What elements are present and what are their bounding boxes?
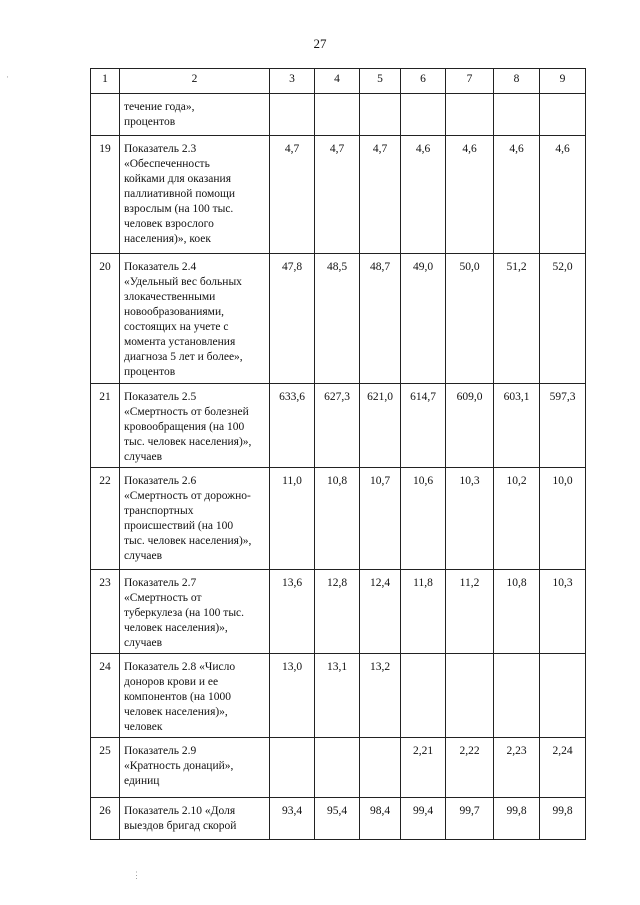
indicator-value: 12,4 [360, 570, 401, 654]
indicator-value: 99,7 [446, 798, 494, 840]
column-header: 1 [91, 69, 120, 94]
table-row [91, 384, 586, 468]
indicator-value: 10,0 [540, 468, 586, 570]
column-header: 6 [401, 69, 446, 94]
indicator-value [270, 738, 315, 798]
indicator-value: 4,7 [270, 136, 315, 254]
indicator-value: 4,7 [315, 136, 360, 254]
indicator-value: 621,0 [360, 384, 401, 468]
indicator-value: 10,6 [401, 468, 446, 570]
table-row [91, 798, 586, 840]
indicator-value: 2,24 [540, 738, 586, 798]
column-header: 3 [270, 69, 315, 94]
indicator-value: 627,3 [315, 384, 360, 468]
indicator-value: 2,22 [446, 738, 494, 798]
indicator-value: 13,6 [270, 570, 315, 654]
indicator-value [360, 738, 401, 798]
row-number [91, 94, 120, 136]
indicator-value: 2,23 [494, 738, 540, 798]
table-row [91, 654, 586, 738]
indicator-value: 98,4 [360, 798, 401, 840]
row-number: 26 [91, 798, 120, 840]
indicator-value: 52,0 [540, 254, 586, 384]
scan-mark: · [6, 72, 9, 82]
table-row [91, 254, 586, 384]
indicator-value [494, 94, 540, 136]
indicator-value: 99,8 [494, 798, 540, 840]
indicator-description: течение года», процентов [120, 94, 270, 136]
indicator-description: Показатель 2.6 «Смертность от дорожно- транспортных происшествий (на 100 тыс. человек населения)», случаев [120, 468, 270, 570]
column-header: 4 [315, 69, 360, 94]
indicator-value: 95,4 [315, 798, 360, 840]
indicator-value: 10,8 [494, 570, 540, 654]
indicator-value: 10,3 [540, 570, 586, 654]
column-header: 7 [446, 69, 494, 94]
row-number: 22 [91, 468, 120, 570]
row-number: 20 [91, 254, 120, 384]
indicator-value: 2,21 [401, 738, 446, 798]
indicator-value: 48,5 [315, 254, 360, 384]
indicator-value [401, 94, 446, 136]
indicator-value: 11,0 [270, 468, 315, 570]
indicator-value: 99,4 [401, 798, 446, 840]
table-row [91, 136, 586, 254]
column-header: 9 [540, 69, 586, 94]
indicator-value: 10,3 [446, 468, 494, 570]
indicator-value: 93,4 [270, 798, 315, 840]
indicator-value: 10,8 [315, 468, 360, 570]
indicator-value: 4,7 [360, 136, 401, 254]
indicator-value: 11,2 [446, 570, 494, 654]
indicator-value: 10,2 [494, 468, 540, 570]
indicator-description: Показатель 2.10 «Доля выездов бригад скорой [120, 798, 270, 840]
indicator-description: Показатель 2.9 «Кратность донаций», единиц [120, 738, 270, 798]
indicator-description: Показатель 2.7 «Смертность от туберкулеза (на 100 тыс. человек населения)», случаев [120, 570, 270, 654]
page-number: 27 [313, 36, 327, 51]
indicator-value: 13,0 [270, 654, 315, 738]
indicator-value: 12,8 [315, 570, 360, 654]
indicator-value: 4,6 [494, 136, 540, 254]
indicator-value: 99,8 [540, 798, 586, 840]
indicator-value [540, 94, 586, 136]
indicator-value: 597,3 [540, 384, 586, 468]
indicator-description: Показатель 2.4 «Удельный вес больных злокачественными новообразованиями, состоящих на учете с момента установления диагноза 5 лет и более», процентов [120, 254, 270, 384]
scan-mark: ⋮ [132, 870, 141, 880]
indicator-value [446, 654, 494, 738]
indicator-value: 13,1 [315, 654, 360, 738]
indicator-value [401, 654, 446, 738]
indicator-value: 4,6 [540, 136, 586, 254]
indicator-value [315, 738, 360, 798]
indicator-table [90, 68, 586, 840]
table-row [91, 570, 586, 654]
row-number: 21 [91, 384, 120, 468]
row-number: 24 [91, 654, 120, 738]
table-row [91, 94, 586, 136]
indicator-value: 603,1 [494, 384, 540, 468]
indicator-value [446, 94, 494, 136]
table-row [91, 738, 586, 798]
indicator-value: 10,7 [360, 468, 401, 570]
indicator-value: 609,0 [446, 384, 494, 468]
indicator-value: 4,6 [446, 136, 494, 254]
table-body [91, 69, 586, 840]
indicator-value: 11,8 [401, 570, 446, 654]
indicator-value [315, 94, 360, 136]
table-row [91, 468, 586, 570]
indicator-value: 47,8 [270, 254, 315, 384]
indicator-value: 633,6 [270, 384, 315, 468]
table-header-row [91, 69, 586, 94]
indicator-value: 13,2 [360, 654, 401, 738]
indicator-value: 4,6 [401, 136, 446, 254]
row-number: 25 [91, 738, 120, 798]
indicator-value [270, 94, 315, 136]
indicator-description: Показатель 2.5 «Смертность от болезней кровообращения (на 100 тыс. человек населения)», случаев [120, 384, 270, 468]
indicator-description: Показатель 2.3 «Обеспеченность койками для оказания паллиативной помощи взрослым (на 100 тыс. человек взрослого населения)», коек [120, 136, 270, 254]
indicator-value: 614,7 [401, 384, 446, 468]
column-header: 5 [360, 69, 401, 94]
indicator-value: 49,0 [401, 254, 446, 384]
indicator-value [540, 654, 586, 738]
indicator-value [360, 94, 401, 136]
indicator-value: 51,2 [494, 254, 540, 384]
indicator-value [494, 654, 540, 738]
row-number: 19 [91, 136, 120, 254]
indicator-value: 50,0 [446, 254, 494, 384]
row-number: 23 [91, 570, 120, 654]
indicator-description: Показатель 2.8 «Число доноров крови и ее компонентов (на 1000 человек населения)», человек [120, 654, 270, 738]
column-header: 2 [120, 69, 270, 94]
column-header: 8 [494, 69, 540, 94]
indicator-value: 48,7 [360, 254, 401, 384]
